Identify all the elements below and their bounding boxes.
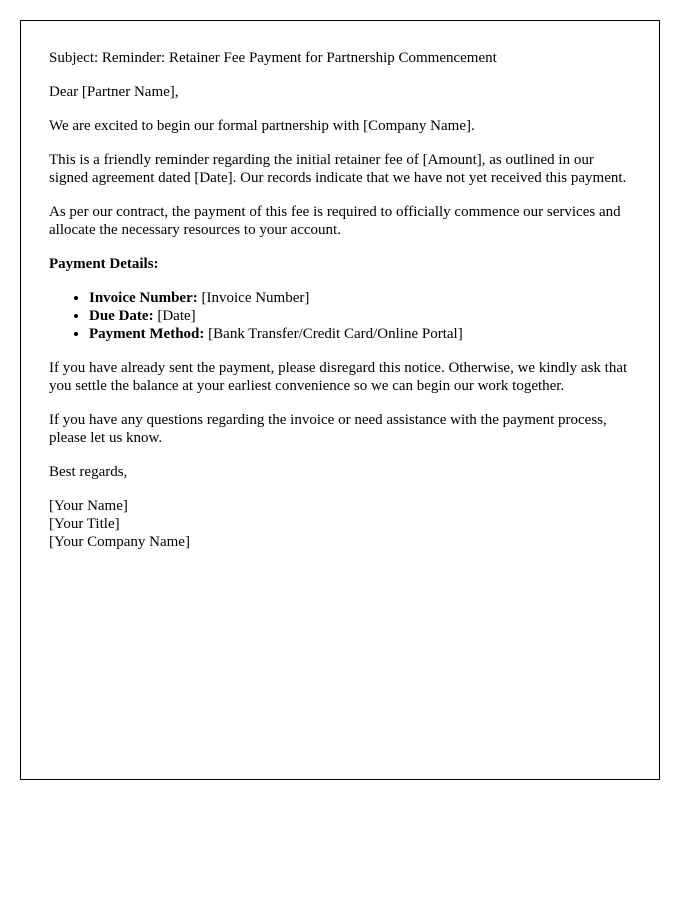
payment-details-list [49, 289, 631, 343]
payment-detail-label: Payment Method: [89, 326, 205, 342]
letter-subject: Subject: Reminder: Retainer Fee Payment for Partnership Commencement [49, 50, 497, 66]
letter-paragraph-reminder: This is a friendly reminder regarding the initial retainer fee of [Amount], as outlined in our signed agreement dated [Date]. Our records indicate that we have not yet received this payment. [49, 152, 627, 186]
payment-detail-value: [Invoice Number] [197, 290, 310, 306]
payment-detail-value: [Date] [153, 308, 196, 324]
payment-detail-value: [Bank Transfer/Credit Card/Online Portal] [204, 326, 463, 342]
signature-title: [Your Title] [49, 516, 120, 532]
payment-details-heading [49, 255, 631, 273]
letter-sign-off: Best regards, [49, 464, 128, 480]
letter-paragraph-intro: We are excited to begin our formal partnership with [Company Name]. [49, 118, 475, 134]
payment-details-heading-text: Payment Details: [49, 256, 159, 272]
payment-detail-due-date [89, 307, 631, 325]
signature-company: [Your Company Name] [49, 534, 190, 550]
letter-paragraph-contract: As per our contract, the payment of this fee is required to officially commence our services and allocate the necessary resources to your account. [49, 204, 621, 238]
signature-block [49, 497, 631, 551]
payment-detail-payment-method [89, 325, 631, 343]
payment-detail-invoice-number [89, 289, 631, 307]
letter-paragraph-questions: If you have any questions regarding the invoice or need assistance with the payment process, please let us know. [49, 412, 607, 446]
signature-name: [Your Name] [49, 498, 128, 514]
payment-detail-label: Due Date: [89, 308, 154, 324]
letter-salutation: Dear [Partner Name], [49, 84, 179, 100]
letter-paragraph-disregard: If you have already sent the payment, please disregard this notice. Otherwise, we kindly ask that you settle the balance at your earliest convenience so we can begin our work together. [49, 360, 628, 394]
letter-document [20, 20, 660, 780]
payment-detail-label: Invoice Number: [89, 290, 198, 306]
